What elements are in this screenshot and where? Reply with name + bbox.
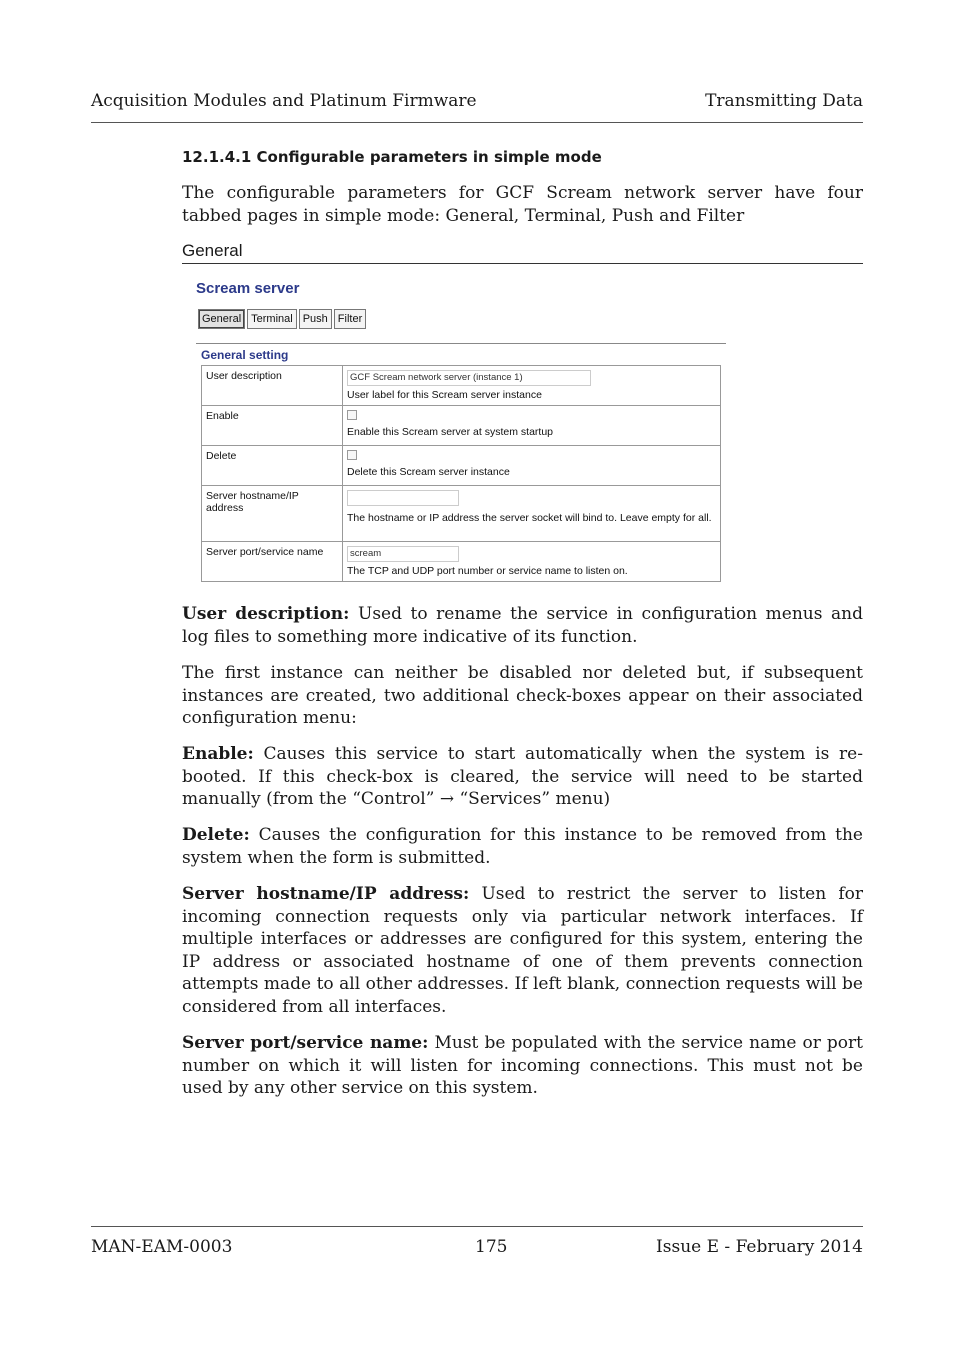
- footer-page-number: 175: [475, 1237, 508, 1257]
- footer-doc-id: MAN-EAM-0003: [91, 1237, 233, 1257]
- hostname-help: The hostname or IP address the server socket will bind to. Leave empty for all.: [347, 512, 712, 524]
- subheading-rule: [182, 263, 863, 264]
- tab-terminal[interactable]: Terminal: [247, 309, 297, 329]
- para-hostname: [182, 883, 863, 1019]
- group-title: General setting: [201, 348, 289, 362]
- text-delete: Causes the configuration for this instance to be removed from the system when the form is submitted.: [182, 825, 863, 868]
- para-enable: [182, 743, 863, 811]
- tab-filter[interactable]: Filter: [334, 309, 366, 329]
- user-description-input[interactable]: GCF Scream network server (instance 1): [347, 370, 591, 386]
- table-row: [202, 366, 721, 406]
- para-user-description: [182, 603, 863, 648]
- term-hostname: Server hostname/IP address:: [182, 884, 470, 904]
- para-first-instance: The first instance can neither be disabled nor deleted but, if subsequent instances are created, two additional check-boxes appear on their associated configuration menu:: [182, 663, 863, 729]
- scream-server-screenshot: [193, 276, 728, 588]
- header-right: Transmitting Data: [705, 91, 863, 111]
- port-input[interactable]: scream: [347, 546, 459, 562]
- text-enable: Causes this service to start automatically when the system is re-booted. If this check-box is cleared, the service will need to be started manually (from the “Control” → “Services” menu): [182, 744, 863, 810]
- section-heading: 12.1.4.1 Configurable parameters in simple mode: [182, 148, 602, 166]
- text-user-description: Used to rename the service in configuration menus and log files to something more indicative of its function.: [182, 604, 863, 647]
- para-port: [182, 1032, 863, 1100]
- delete-help: Delete this Scream server instance: [347, 466, 510, 478]
- table-row: [202, 406, 721, 446]
- row-label-enable: Enable: [202, 406, 343, 446]
- header-left: Acquisition Modules and Platinum Firmware: [91, 91, 477, 111]
- footer-issue: Issue E - February 2014: [656, 1237, 863, 1257]
- table-row: [202, 486, 721, 542]
- term-delete: Delete:: [182, 825, 250, 845]
- footer-rule: [91, 1226, 863, 1227]
- hostname-input[interactable]: [347, 490, 459, 506]
- row-label-port: Server port/service name: [202, 542, 343, 582]
- para-delete: [182, 824, 863, 869]
- tab-bar: [198, 309, 366, 329]
- user-description-help: User label for this Scream server instance: [347, 389, 542, 401]
- screenshot-title: Scream server: [196, 280, 300, 297]
- intro-paragraph: The configurable parameters for GCF Scream network server have four tabbed pages in simple mode: General, Terminal, Push and Filter: [182, 183, 863, 226]
- enable-help: Enable this Scream server at system startup: [347, 426, 553, 438]
- subheading-general: General: [182, 241, 243, 260]
- group-divider: [196, 343, 726, 344]
- table-row: [202, 542, 721, 582]
- term-port: Server port/service name:: [182, 1033, 429, 1053]
- row-value-port: [343, 542, 721, 582]
- header-rule: [91, 122, 863, 123]
- enable-checkbox[interactable]: [347, 410, 357, 420]
- term-enable: Enable:: [182, 744, 254, 764]
- port-help: The TCP and UDP port number or service name to listen on.: [347, 565, 628, 577]
- settings-table: [201, 365, 721, 582]
- row-value-user-description: [343, 366, 721, 406]
- table-row: [202, 446, 721, 486]
- tab-push[interactable]: Push: [299, 309, 332, 329]
- text-port: Must be populated with the service name or port number on which it will listen for incoming connections. This must not be used by any other service on this system.: [182, 1033, 863, 1099]
- delete-checkbox[interactable]: [347, 450, 357, 460]
- row-value-delete: [343, 446, 721, 486]
- row-value-enable: [343, 406, 721, 446]
- term-user-description: User description:: [182, 604, 350, 624]
- row-label-delete: Delete: [202, 446, 343, 486]
- row-label-user-description: User description: [202, 366, 343, 406]
- row-value-hostname: [343, 486, 721, 542]
- tab-general[interactable]: General: [198, 309, 245, 329]
- text-hostname: Used to restrict the server to listen for incoming connection requests only via particular network interfaces. If multiple interfaces or addresses are configured for this system, entering the IP address or associated hostname of one of them prevents connection attempts made to all other addresses. If left blank, connection requests will be considered from all interfaces.: [182, 884, 863, 1017]
- row-label-hostname: Server hostname/IP address: [202, 486, 343, 542]
